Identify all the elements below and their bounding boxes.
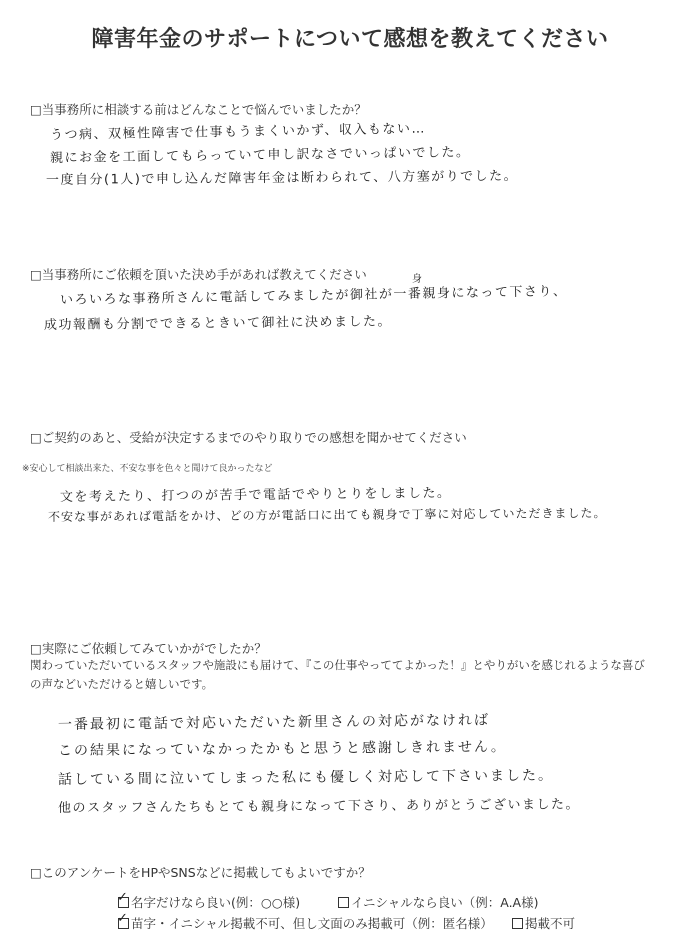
answer-2-line-1: いろいろな事務所さんに電話してみましたが御社が一番親身になって下さり、 — [59, 284, 568, 308]
question-3: □ご契約のあと、受給が決定するまでのやり取りでの感想を聞かせてください — [30, 430, 467, 445]
answer-3-line-1: 文を考えたり、打つのが苦手で電話でやりとりをしました。 — [59, 485, 452, 505]
option-label: 名字だけなら良い(例：○○様) — [131, 895, 301, 910]
question-5: □このアンケートをHPやSNSなどに掲載してもよいですか？ — [30, 865, 371, 880]
answer-1-line-3: 一度自分(1人)で申し込んだ障害年金は断わられて、八方塞がりでした。 — [45, 168, 519, 188]
answer-4-line-1: 一番最初に電話で対応いただいた新里さんの対応がなければ — [57, 712, 491, 733]
answer-2-line-2: 成功報酬も分割でできるときいて御社に決めました。 — [43, 314, 393, 333]
question-2: □当事務所にご依頼を頂いた決め手があれば教えてください — [30, 267, 367, 282]
answer-1-line-1: うつ病、双極性障害で仕事もうまくいかず、収入もない… — [49, 121, 427, 143]
option-no-publish[interactable] — [512, 914, 575, 932]
answer-1-line-2: 親にお金を工面してもらっていて申し訳なさでいっぱいでした。 — [49, 145, 471, 166]
answer-2-insert-mark: 身 — [412, 274, 422, 285]
option-text-only[interactable] — [117, 911, 493, 932]
checkbox-no-publish[interactable] — [512, 918, 523, 929]
answer-3-line-2: 不安な事があれば電話をかけ、どの方が電話口に出ても親身で丁寧に対応していただきました。 — [47, 506, 607, 524]
page-title: 障害年金のサポートについて感想を教えてください — [91, 27, 609, 52]
question-1: □当事務所に相談する前はどんなことで悩んでいましたか？ — [30, 102, 367, 117]
option-surname-only[interactable] — [117, 890, 301, 911]
option-initials-only[interactable] — [338, 893, 538, 911]
answer-4-line-3: 話している間に泣いてしまった私にも優しく対応して下さいました。 — [57, 767, 555, 788]
answer-4-line-2: この結果になっていなかったかもと思うと感謝しきれません。 — [57, 739, 507, 759]
check-mark-icon: ✓ — [117, 911, 128, 926]
option-label: 掲載不可 — [525, 916, 576, 931]
question-4-description-1: 関わっていただいているスタッフや施設にも届けて、『この仕事やっててよかった！』とやりがいを感じれるような喜び — [30, 658, 645, 672]
option-label: 苗字・イニシャル掲載不可、但し文面のみ掲載可（例：匿名様） — [131, 916, 493, 931]
question-3-note: ※安心して相談出来た、不安な事を色々と聞けて良かったなど — [22, 464, 273, 474]
checkbox-initials-only[interactable] — [338, 897, 349, 908]
question-4: □実際にご依頼してみていかがでしたか？ — [30, 641, 267, 656]
checkbox-surname-only[interactable] — [117, 890, 129, 908]
checkbox-text-only[interactable] — [117, 911, 129, 929]
answer-4-line-4: 他のスタッフさんたちもとても親身になって下さり、ありがとうございました。 — [57, 797, 581, 816]
option-label: イニシャルなら良い（例：A.A様) — [351, 895, 539, 910]
question-4-description-2: の声などいただけると嬉しいです。 — [30, 677, 214, 691]
check-mark-icon: ✓ — [117, 890, 128, 905]
